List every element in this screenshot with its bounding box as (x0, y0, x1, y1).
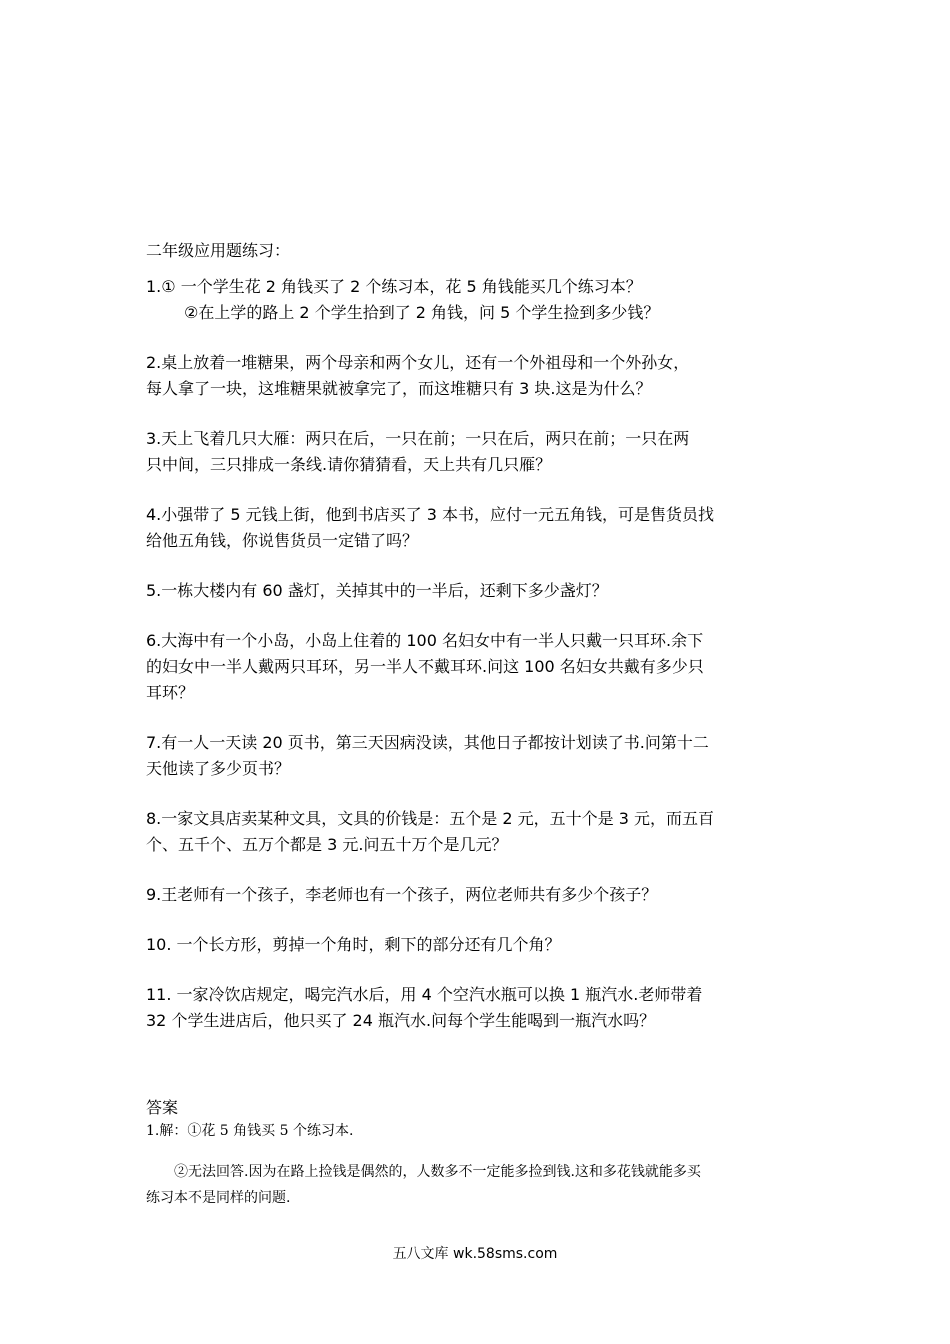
question-8-line-1: 8.一家文具店卖某种文具，文具的价钱是：五个是 2 元，五十个是 3 元，而五百 (146, 809, 714, 828)
question-1-line-1: 1.① 一个学生花 2 角钱买了 2 个练习本，花 5 角钱能买几个练习本？ (146, 277, 642, 296)
question-3-line-1: 3.天上飞着几只大雁：两只在后，一只在前；一只在后，两只在前；一只在两 (146, 429, 690, 448)
question-10-line-1: 10. 一个长方形，剪掉一个角时，剩下的部分还有几个角？ (146, 935, 561, 954)
question-6-line-1: 6.大海中有一个小岛，小岛上住着的 100 名妇女中有一半人只戴一只耳环.余下 (146, 631, 704, 650)
exercise-section (146, 238, 816, 1058)
question-3-line-2: 只中间，三只排成一条线.请你猜猜看，天上共有几只雁？ (146, 455, 552, 474)
question-6-line-2: 的妇女中一半人戴两只耳环，另一半人不戴耳环.问这 100 名妇女共戴有多少只 (146, 657, 704, 676)
question-11 (146, 982, 816, 1034)
question-2-line-2: 每人拿了一块，这堆糖果就被拿完了，而这堆糖只有 3 块.这是为什么？ (146, 379, 652, 398)
question-1 (146, 274, 816, 326)
question-5 (146, 578, 816, 604)
question-7 (146, 730, 816, 782)
answer-1-part-2-line-2: 练习本不是同样的问题. (146, 1190, 291, 1206)
question-11-line-1: 11. 一家冷饮店规定，喝完汽水后，用 4 个空汽水瓶可以换 1 瓶汽水.老师带着 (146, 985, 703, 1004)
question-2-line-1: 2.桌上放着一堆糖果，两个母亲和两个女儿，还有一个外祖母和一个外孙女， (146, 353, 690, 372)
question-6-line-3: 耳环？ (146, 683, 195, 702)
answers-heading: 答案 (146, 1098, 179, 1117)
answer-1-part-1: 1.解：①花 5 角钱买 5 个练习本. (146, 1123, 354, 1139)
question-9-line-1: 9.王老师有一个孩子，李老师也有一个孩子，两位老师共有多少个孩子？ (146, 885, 658, 904)
answers-section (146, 1097, 816, 1211)
question-4-line-1: 4.小强带了 5 元钱上街，他到书店买了 3 本书，应付一元五角钱，可是售货员找 (146, 505, 714, 524)
question-2 (146, 350, 816, 402)
question-7-line-2: 天他读了多少页书？ (146, 759, 291, 778)
page-title: 二年级应用题练习： (146, 241, 291, 260)
question-4 (146, 502, 816, 554)
question-7-line-1: 7.有一人一天读 20 页书，第三天因病没读，其他日子都按计划读了书.问第十二 (146, 733, 709, 752)
question-10 (146, 932, 816, 958)
question-8 (146, 806, 816, 858)
question-4-line-2: 给他五角钱，你说售货员一定错了吗？ (146, 531, 419, 550)
page-footer: 五八文库 wk.58sms.com (392, 1246, 558, 1262)
question-6 (146, 628, 816, 706)
question-3 (146, 426, 816, 478)
question-5-line-1: 5.一栋大楼内有 60 盏灯，关掉其中的一半后，还剩下多少盏灯？ (146, 581, 608, 600)
question-8-line-2: 个、五千个、五万个都是 3 元.问五十万个是几元？ (146, 835, 508, 854)
answer-1-part-2 (146, 1159, 816, 1211)
question-9 (146, 882, 816, 908)
question-11-line-2: 32 个学生进店后，他只买了 24 瓶汽水.问每个学生能喝到一瓶汽水吗？ (146, 1011, 656, 1030)
answer-1-part-2-line-1: ②无法回答.因为在路上捡钱是偶然的，人数多不一定能多捡到钱.这和多花钱就能多买 (174, 1164, 701, 1180)
question-1-line-2: ②在上学的路上 2 个学生拾到了 2 角钱，问 5 个学生捡到多少钱？ (184, 303, 660, 322)
